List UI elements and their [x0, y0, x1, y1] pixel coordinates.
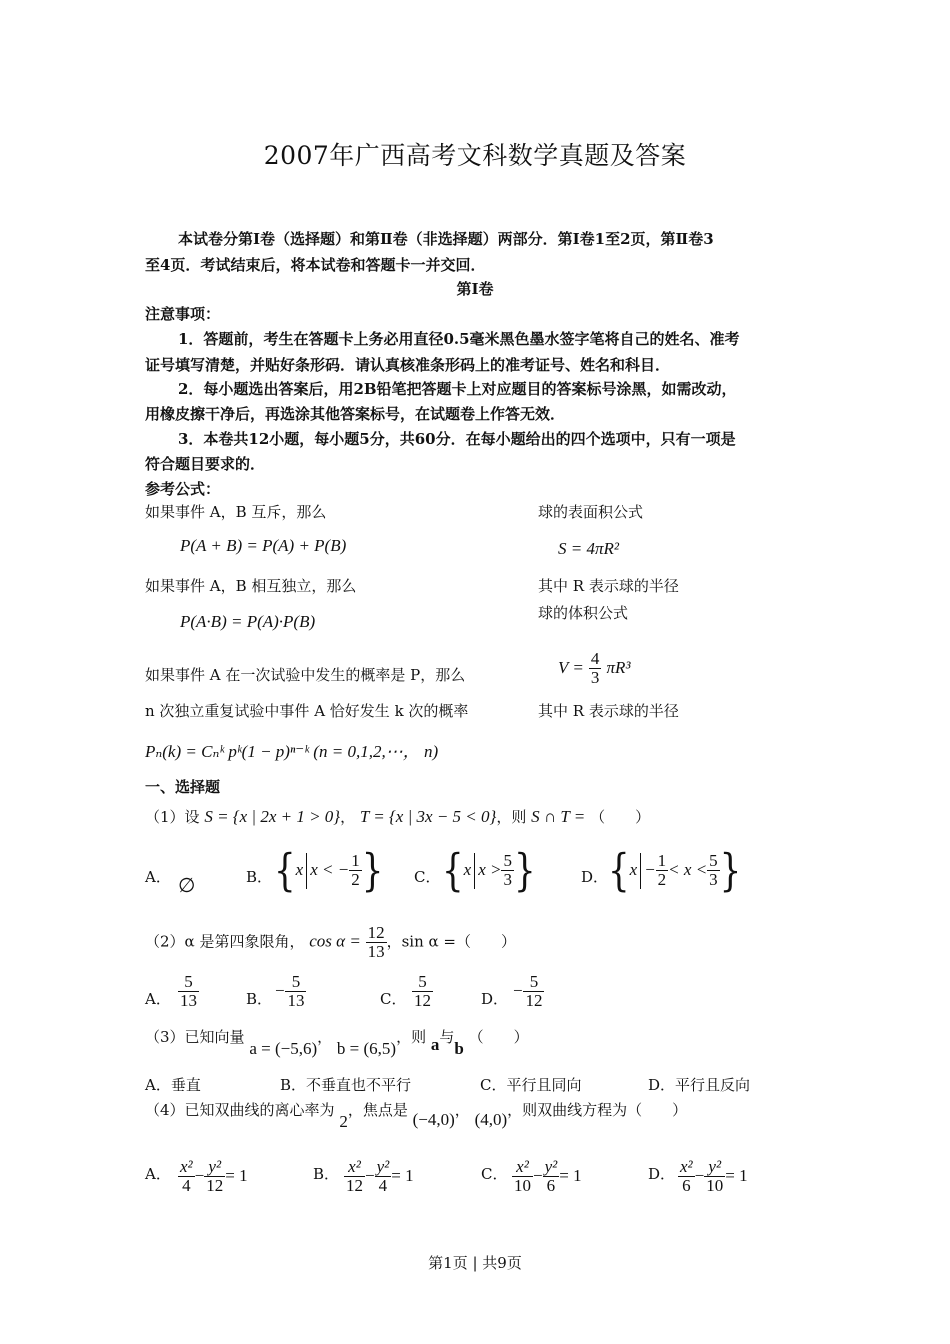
section-heading: 一、选择题 [145, 778, 221, 796]
q3-option-d: D．平行且反向 [648, 1076, 751, 1094]
formula-label-binomial: n 次独立重复试验中事件 A 恰好发生 k 次的概率 [145, 702, 469, 720]
fraction-numerator: 12 [367, 923, 385, 942]
fraction-numerator: 5 [709, 851, 718, 870]
formula-label-sphere-volume: 球的体积公式 [538, 604, 629, 622]
set-bar [474, 853, 475, 889]
fraction-numerator: x² [512, 1158, 533, 1177]
q4-option-a-label: A． [145, 1165, 171, 1183]
q2-option-a [178, 973, 199, 1010]
q1-c-cond: x > [478, 860, 502, 879]
q2-option-b-label: B． [246, 990, 273, 1008]
q1-d-cond: < x < [668, 860, 708, 879]
equals-one: = 1 [225, 1166, 248, 1185]
fraction-denominator: 13 [180, 991, 197, 1010]
equals-one: = 1 [391, 1166, 414, 1185]
notice-1a: 1．答题前，考生在答题卡上务必用直径0.5毫米黑色墨水签字笔将自己的姓名、准考 [178, 330, 740, 348]
q3-a: a [430, 1035, 440, 1054]
notice-2a: 2．每小题选出答案后，用2B铅笔把答题卡上对应题目的答案标号涂黑，如需改动， [178, 380, 737, 398]
fraction-numerator: x² [344, 1158, 365, 1177]
equals-one: = 1 [725, 1166, 748, 1185]
q2-suffix: ，sin α =（ ） [386, 932, 516, 951]
q3-vector-b: b = (6,5) [336, 1039, 397, 1058]
q1-set-s: S = {x | 2x + 1 > 0} [204, 807, 341, 826]
q2-option-c [412, 973, 433, 1010]
q4-focus-2: (4,0) [474, 1110, 508, 1129]
q4-option-a [178, 1158, 248, 1195]
fraction-denominator: 12 [414, 991, 431, 1010]
q3-vector-a: a = (−5,6) [249, 1039, 318, 1058]
q4-option-c [512, 1158, 582, 1195]
q1-b-var: x [295, 860, 304, 879]
left-brace: { [274, 844, 296, 897]
right-brace: } [719, 844, 742, 897]
fraction-denominator: 2 [351, 870, 360, 889]
q2-option-d-label: D． [481, 990, 509, 1008]
fraction-numerator: x² [680, 1157, 693, 1176]
q1-ask: S ∩ T = [531, 807, 586, 826]
q1-b-cond: x < − [310, 860, 350, 879]
q3-then: ，则 [396, 1028, 427, 1046]
q1-option-c-label: C． [414, 868, 441, 886]
q1-option-b [274, 844, 384, 897]
q1-d-fraction-2 [707, 852, 720, 889]
q1-option-d-label: D． [581, 868, 609, 886]
q3-b: b [454, 1039, 464, 1058]
minus-sign: − [533, 1166, 543, 1185]
equals-one: = 1 [559, 1166, 582, 1185]
notice-3a: 3．本卷共12小题，每小题5分，共60分．在每小题给出的四个选项中，只有一项是 [178, 430, 736, 448]
q2-cos-fraction [366, 924, 387, 961]
formula-addition: P(A + B) = P(A) + P(B) [180, 536, 347, 555]
q4-option-b-label: B． [313, 1165, 340, 1183]
volume-left: V = [558, 658, 584, 677]
q2-prefix: （2）α 是第四象限角， [145, 932, 305, 951]
q1-option-c [442, 844, 536, 897]
question-1-stem: （1）设 S = {x | 2x + 1 > 0}， T = {x | 3x − 5 < 0}，则 S ∩ T = （ ） [145, 807, 651, 826]
notice-3b: 符合题目要求的． [145, 455, 266, 473]
q4-eccentricity: 2 [339, 1112, 348, 1131]
q1-option-a-label: A． [145, 868, 171, 886]
q3-option-b: B．不垂直也不平行 [280, 1076, 412, 1094]
q4-prefix: （4）已知双曲线的离心率为 [145, 1101, 335, 1119]
q1-c-var: x [463, 860, 472, 879]
formula-label-probability: 如果事件 A 在一次试验中发生的概率是 P，那么 [145, 666, 466, 684]
question-2-stem [145, 924, 516, 961]
q3-prefix: （3）已知向量 [145, 1028, 245, 1046]
q2-cos: cos α = [309, 931, 361, 951]
q1-option-b-label: B． [246, 868, 273, 886]
q1-d-var: x [629, 860, 638, 879]
formula-radius-note-2: 其中 R 表示球的半径 [538, 702, 679, 720]
volume-fraction [589, 650, 602, 687]
fraction-denominator: 6 [682, 1176, 691, 1195]
fraction-numerator: y² [544, 1157, 558, 1176]
fraction-denominator: 4 [378, 1176, 388, 1195]
q2-option-a-label: A． [145, 990, 171, 1008]
fraction-denominator: 6 [546, 1176, 556, 1195]
q4-option-d [678, 1158, 748, 1195]
fraction-denominator: 2 [657, 870, 667, 889]
fraction-numerator: y² [204, 1158, 225, 1177]
intro-line-1: 本试卷分第Ⅰ卷（选择题）和第Ⅱ卷（非选择题）两部分．第Ⅰ卷1至2页，第Ⅱ卷3 [178, 230, 714, 248]
minus-sign: − [694, 1166, 705, 1185]
fraction-denominator: 4 [182, 1176, 191, 1195]
left-brace: { [608, 844, 630, 897]
formula-label-sphere-area: 球的表面积公式 [538, 503, 644, 521]
minus-sign: − [512, 981, 524, 1000]
q1-d-sign: − [644, 860, 656, 879]
formula-heading: 参考公式： [145, 480, 221, 498]
page-footer: 第1页 | 共9页 [428, 1254, 522, 1272]
q1-then: ，则 [496, 808, 527, 826]
part-one-heading: 第Ⅰ卷 [456, 280, 494, 298]
minus-sign: − [194, 1166, 205, 1185]
q4-option-b [344, 1158, 414, 1195]
q2-option-c-label: C． [380, 990, 407, 1008]
intro-line-2: 至4页．考试结束后，将本试卷和答题卡一并交回． [145, 256, 486, 274]
formula-label-exclusive: 如果事件 A，B 互斥，那么 [145, 503, 327, 521]
q3-option-c: C．平行且同向 [480, 1076, 582, 1094]
q4-focus-1: (−4,0) [412, 1110, 455, 1129]
fraction-numerator: 1 [657, 851, 667, 870]
question-3-stem: （3）已知向量 a = (−5,6)， b = (6,5)，则 a与b （ ） [145, 1028, 529, 1058]
notice-heading: 注意事项： [145, 305, 221, 323]
fraction-denominator: 12 [525, 991, 543, 1010]
set-bar [306, 853, 307, 889]
q4-suffix: ，则双曲线方程为（ ） [507, 1101, 688, 1119]
fraction-numerator: 5 [178, 973, 199, 992]
fraction-denominator: 12 [206, 1176, 224, 1195]
q1-answer-paren: （ ） [590, 808, 651, 826]
q1-option-a: ∅ [178, 875, 196, 897]
q1-c-fraction [501, 852, 514, 889]
formula-sphere-volume [558, 650, 631, 687]
q3-with: 与 [439, 1028, 455, 1046]
q1-d-fraction-1 [656, 852, 669, 889]
left-brace: { [442, 844, 464, 897]
q4-foci-label: ，焦点是 [347, 1101, 408, 1119]
fraction-denominator: 12 [346, 1176, 363, 1195]
q1-b-fraction [349, 852, 362, 889]
q3-option-a: A．垂直 [145, 1076, 201, 1094]
fraction-denominator: 3 [590, 668, 600, 687]
q4-option-d-label: D． [648, 1165, 676, 1183]
fraction-numerator: x² [180, 1157, 193, 1176]
fraction-numerator: 5 [503, 851, 512, 870]
q2-option-d [512, 973, 544, 1010]
formula-sphere-area: S = 4πR² [558, 539, 619, 558]
fraction-denominator: 13 [367, 942, 385, 961]
formula-radius-note-1: 其中 R 表示球的半径 [538, 577, 679, 595]
notice-2b: 用橡皮擦干净后，再选涂其他答案标号，在试题卷上作答无效． [145, 405, 566, 423]
formula-binomial: Pₙ(k) = Cₙᵏ pᵏ(1 − p)ⁿ⁻ᵏ (n = 0,1,2,⋯， n) [145, 742, 439, 761]
fraction-numerator: 5 [285, 973, 306, 992]
fraction-denominator: 10 [706, 1176, 724, 1195]
minus-sign: − [274, 981, 286, 1000]
q1-set-t: T = {x | 3x − 5 < 0} [359, 807, 497, 826]
q2-option-b [274, 973, 306, 1010]
fraction-numerator: 1 [351, 851, 360, 870]
fraction-numerator: 5 [412, 973, 433, 992]
minus-sign: − [365, 1166, 375, 1185]
fraction-numerator: 4 [590, 649, 600, 668]
volume-right: πR³ [606, 658, 631, 677]
set-bar [640, 853, 641, 889]
fraction-numerator: y² [704, 1158, 725, 1177]
fraction-denominator: 10 [514, 1176, 531, 1195]
right-brace: } [513, 844, 536, 897]
fraction-denominator: 13 [287, 991, 305, 1010]
q4-option-c-label: C． [481, 1165, 508, 1183]
fraction-denominator: 3 [503, 870, 512, 889]
fraction-denominator: 3 [709, 870, 718, 889]
q1-option-d [608, 844, 742, 897]
fraction-numerator: 5 [523, 973, 544, 992]
fraction-numerator: y² [376, 1157, 390, 1176]
q3-answer-paren: （ ） [468, 1028, 529, 1046]
formula-label-independent: 如果事件 A，B 相互独立，那么 [145, 577, 357, 595]
notice-1b: 证号填写清楚，并贴好条形码．请认真核准条形码上的准考证号、姓名和科目． [145, 356, 671, 374]
document-title: 2007年广西高考文科数学真题及答案 [263, 141, 687, 170]
right-brace: } [361, 844, 384, 897]
formula-multiplication: P(A·B) = P(A)·P(B) [180, 612, 316, 631]
question-4-stem: （4）已知双曲线的离心率为 2，焦点是 (−4,0)， (4,0)，则双曲线方程为（ ） [145, 1101, 688, 1131]
q1-prefix: （1）设 [145, 808, 200, 826]
